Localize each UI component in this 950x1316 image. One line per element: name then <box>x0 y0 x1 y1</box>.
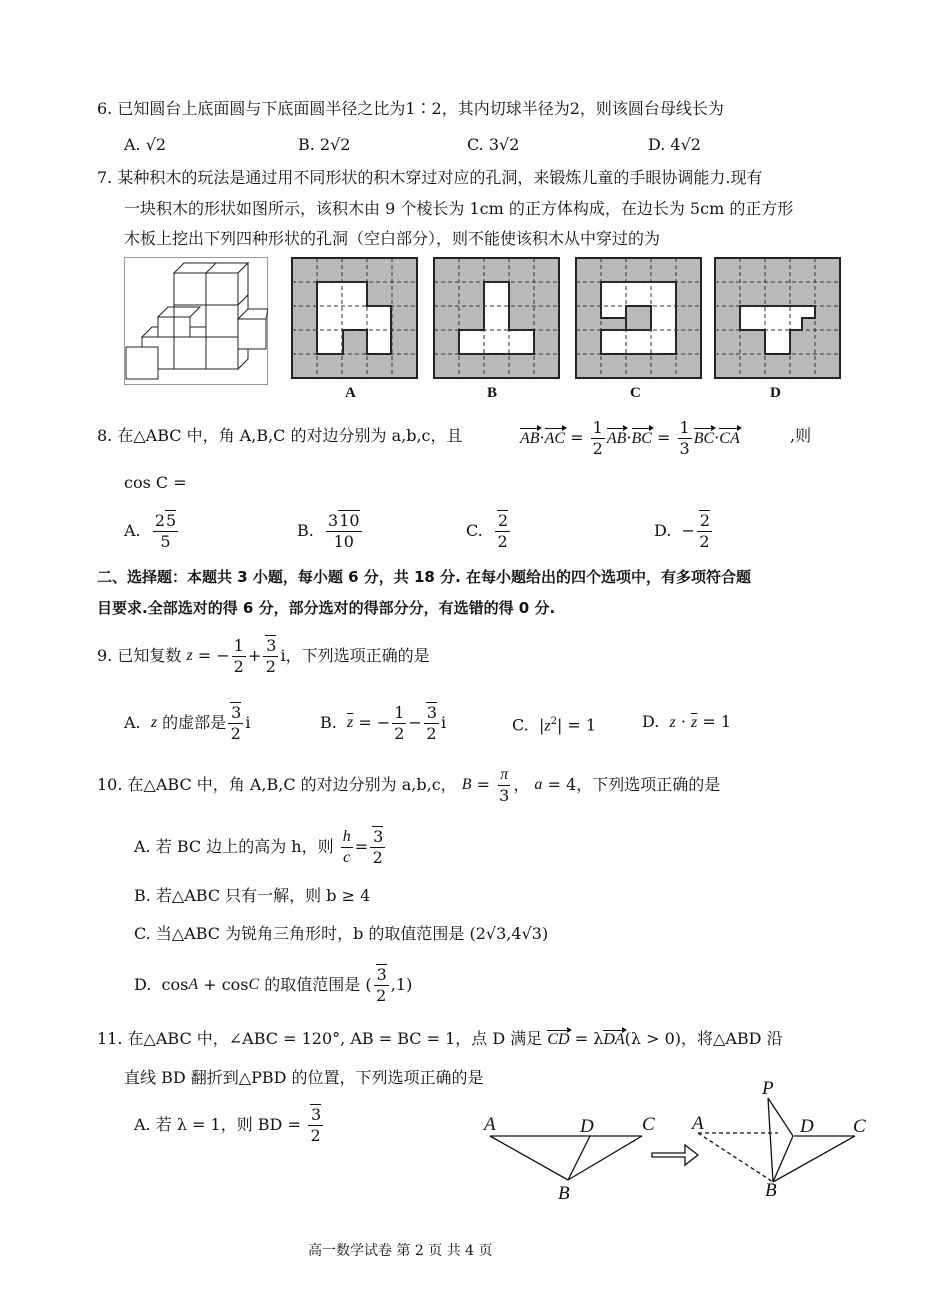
q9-option-d: D. $z \cdot \overline{z} = 1$ <box>642 712 732 731</box>
q10-option-b: B. 若△ABC 只有一解，则 b ≥ 4 <box>134 886 371 905</box>
q10-option-d: D. cos A + cos C 的取值范围是 ( $\frac{3}{2}$ ,1) <box>134 964 413 1005</box>
q6-option-d: D. 4√2 <box>648 135 701 154</box>
q9-option-b: B. $\overline{z}$ = − $\frac{1}{2}$ − $\frac{3}{2}$ i <box>320 702 447 743</box>
board-b-label: B <box>487 385 498 401</box>
fig-left-label-c: C <box>642 1114 655 1135</box>
q10-stem: 10. 在△ABC 中，角 A,B,C 的对边分别为 a,b,c， B = $\frac{\pi}{3}$ ， a = 4 ，下列选项正确的是 <box>97 765 721 805</box>
fig-right-label-b: B <box>765 1180 777 1201</box>
q6-option-b: B. 2√2 <box>298 135 351 154</box>
q9-option-c: C. $|z^2| = 1$ <box>512 715 597 735</box>
board-c-label: C <box>630 385 641 401</box>
q8-suffix: ,则 <box>790 426 812 445</box>
section2-line2: 目要求.全部选对的得 6 分，部分选对的得部分分，有选错的得 0 分. <box>97 599 556 617</box>
fig-right-label-a: A <box>692 1113 704 1134</box>
q9-stem: 9. 已知复数 z = − $\frac{1}{2}$ + $\frac{3}{2}$ i ，下列选项正确的是 <box>97 635 430 676</box>
fig-right-label-c: C <box>853 1116 866 1137</box>
q8-cosC: cos C = <box>124 473 187 492</box>
q11-line1: 11. 在△ABC 中，∠ABC = 120°, AB = BC = 1，点 D 满足 CD = λDA(λ > 0)，将△ABD 沿 <box>97 1029 783 1048</box>
q7-line3: 木板上挖出下列四种形状的孔洞（空白部分），则不能使该积木从中穿过的为 <box>124 229 661 248</box>
q11-line2: 直线 BD 翻折到△PBD 的位置，下列选项正确的是 <box>124 1068 484 1087</box>
block-figure <box>124 257 268 385</box>
section2-line1: 二、选择题：本题共 3 小题，每小题 6 分，共 18 分. 在每小题给出的四个选项中，有多项符合题 <box>97 568 752 586</box>
q7-line1: 7. 某种积木的玩法是通过用不同形状的积木穿过对应的孔洞，来锻炼儿童的手眼协调能力.现有 <box>97 168 763 187</box>
q8-option-d: D. − $\frac{2}{2}$ <box>654 510 711 551</box>
q10-option-a: A. 若 BC 边上的高为 h，则 $\frac{h}{c}$ = $\frac{3}{2}$ <box>134 826 384 867</box>
q9-option-a: A. z 的虚部是 $\frac{3}{2}$ i <box>124 702 251 743</box>
board-d-figure <box>714 257 841 379</box>
board-a-figure <box>291 257 418 379</box>
fig-left-label-d: D <box>580 1116 594 1137</box>
q10-option-c: C. 当△ABC 为锐角三角形时，b 的取值范围是 (2√3,4√3) <box>134 924 549 943</box>
q6-option-a: A. √2 <box>124 135 167 154</box>
q6-stem: 6. 已知圆台上底面圆与下底面圆半径之比为1∶2，其内切球半径为2，则该圆台母线长为 <box>97 99 724 118</box>
fig-left-label-a: A <box>484 1114 496 1135</box>
fig-right-label-d: D <box>800 1116 814 1137</box>
q8-vector-equation: AB · AC = $\frac{1}{2}$ AB · BC = $\frac{1}{3}$ BC · CA <box>520 417 740 458</box>
q8-option-c: C. $\frac{2}{2}$ <box>466 510 509 551</box>
fig-left-label-b: B <box>558 1183 570 1204</box>
q11-fold-figure <box>480 1078 875 1208</box>
board-c-figure <box>575 257 702 379</box>
fig-right-label-p: P <box>762 1078 774 1099</box>
q6-option-c: C. 3√2 <box>467 135 520 154</box>
page-footer: 高一数学试卷 第 2 页 共 4 页 <box>308 1243 493 1259</box>
board-d-label: D <box>770 385 781 401</box>
board-a-label: A <box>345 385 356 401</box>
q8-prefix: 8. 在△ABC 中，角 A,B,C 的对边分别为 a,b,c，且 <box>97 426 463 445</box>
q11-option-a: A. 若 λ = 1，则 BD = $\frac{3}{2}$ <box>134 1104 322 1145</box>
q8-option-a: A. $\frac{25}{5}$ <box>124 510 177 551</box>
q7-line2: 一块积木的形状如图所示，该积木由 9 个棱长为 1cm 的正方体构成，在边长为 5cm 的正方形 <box>124 199 794 218</box>
board-b-figure <box>433 257 560 379</box>
q8-option-b: B. $\frac{310}{10}$ <box>297 510 360 551</box>
